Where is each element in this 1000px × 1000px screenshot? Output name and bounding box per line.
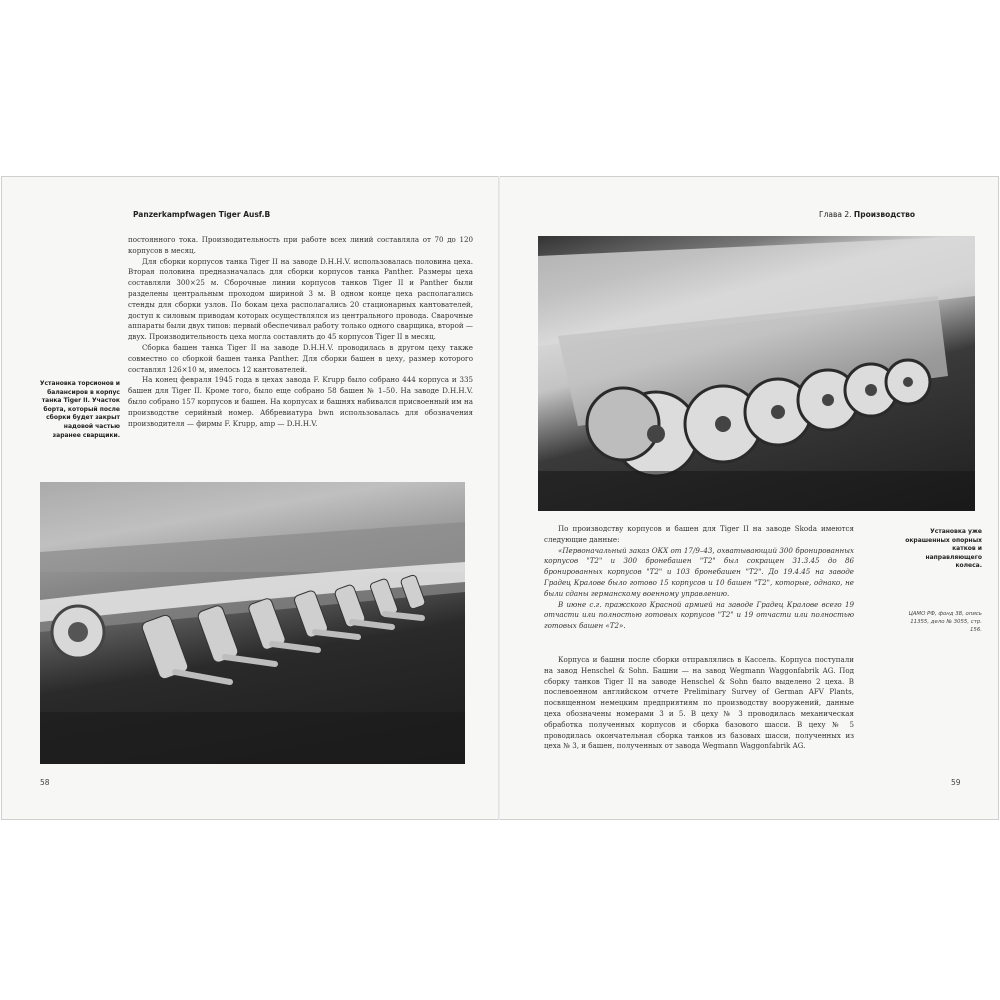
- right-body-text-2: [544, 655, 854, 752]
- quote-paragraph: В июне с.г. пражского Красной армией на заводе Градец Кралове всего 19 отчасти или полностью готовых корпусов "Т2" и 19 отчасти или полностью готовых башен «Т2».: [544, 599, 854, 631]
- photo-torsion-bars: [40, 482, 465, 764]
- photo-caption-left: Установка торсионов и балансиров в корпус танка Tiger II. Участок борта, который после сборки будет закрыт надовой частью заранее сварщики.: [39, 380, 120, 439]
- running-header-right: [819, 210, 915, 219]
- chapter-title: Производство: [853, 210, 915, 219]
- paragraph: Для сборки корпусов танка Tiger II на заводе D.H.H.V. использовалась половина цеха. Вторая половина предназначалась для сборки корпусов танка Panther. Размеры цеха составляли 300×25 м. Сборочные линии корпусов танков Tiger II и Panther были разделены центральным проходом шириной 3 м. В одном конце цеха располагались стенды для сборки узлов. По бокам цеха располагались 20 стационарных кантователей, доступ к силовым приводам которых осуществлялся из центрального провода. Сварочные аппараты были двух типов: первый обеспечивал работу только одного сварщика, второй — двух. Производительность цеха могла составлять до 45 корпусов Tiger II в месяц.: [128, 256, 473, 342]
- paragraph: постоянного тока. Производительность при работе всех линий составляла от 70 до 120 корпусов в месяц.: [128, 235, 473, 255]
- quote-paragraph: «Первоначальный заказ ОКХ от 17/9–43, охватывающий 300 бронированных корпусов "Т2" и 300 бронебашен "Т2" был сокращен 31.3.45 до 86 бронированных корпусов "Т2" и 103 бронебашен "Т2". До 19.4.45 на заводе Градец Кралове было готово 15 корпусов и 10 башен "Т2", которые, однако, не были сданы германскому военному управлению.: [544, 545, 854, 598]
- page-number-left: 58: [40, 778, 50, 787]
- photo-caption-right: Установка уже окрашенных опорных катков и направляющего колеса.: [905, 528, 982, 570]
- paragraph: На конец февраля 1945 года в цехах завода F. Krupp было собрано 444 корпуса и 335 башен для Tiger II. Кроме того, было еще собрано 58 башен № 1–50. На заводе D.H.H.V. было собрано 157 корпусов и башен. На корпусах и башнях набивался присвоенный им на производстве серийный номер. Аббревиатура bwn использовалась для обозначения производителя — фирмы F. Krupp, amp — D.H.H.V.: [128, 375, 473, 428]
- left-page: [2, 176, 498, 820]
- chapter-label: Глава 2.: [819, 210, 852, 219]
- left-body-text: [128, 235, 473, 429]
- paragraph: Корпуса и башни после сборки отправлялись в Кассель. Корпуса поступали на завод Henschel & Sohn. Башни — на завод Wegmann Waggonfabrik AG. Под сборку танков Tiger II на заводе Henschel & Sohn было выделено 2 цеха. В послевоенном английском отчете Preliminary Survey of German AFV Plants, посвященном немецким предприятиям по производству вооружений, данные цеха обозначены номерами 3 и 5. В цеху № 3 проводилась механическая обработка полученных корпусов и сборка базового шасси. В цеху № 5 проводилась окончательная сборка танков из базовых шасси, полученных из цеха № 3, и башен, полученных от завода Wegmann Waggonfabrik AG.: [544, 655, 854, 751]
- page-number-right: 59: [951, 778, 961, 787]
- running-header-left: Panzerkampfwagen Tiger Ausf.B: [133, 210, 271, 219]
- photo-road-wheels: [538, 236, 975, 511]
- archive-source-note: ЦАМО РФ, фонд 38, опись 11355, дело № 3055, стр. 156.: [908, 611, 982, 633]
- right-body-text: [544, 524, 854, 632]
- paragraph: По производству корпусов и башен для Tiger II на заводе Skoda имеются следующие данные:: [544, 524, 854, 544]
- right-page: [500, 176, 998, 820]
- paragraph: Сборка башен танка Tiger II на заводе D.H.H.V. проводилась в другом цеху также совместно со сборкой башен танка Panther. Для сборки башен в цеху, размер которого составлял 126×10 м, имелось 12 кантователей.: [128, 342, 473, 374]
